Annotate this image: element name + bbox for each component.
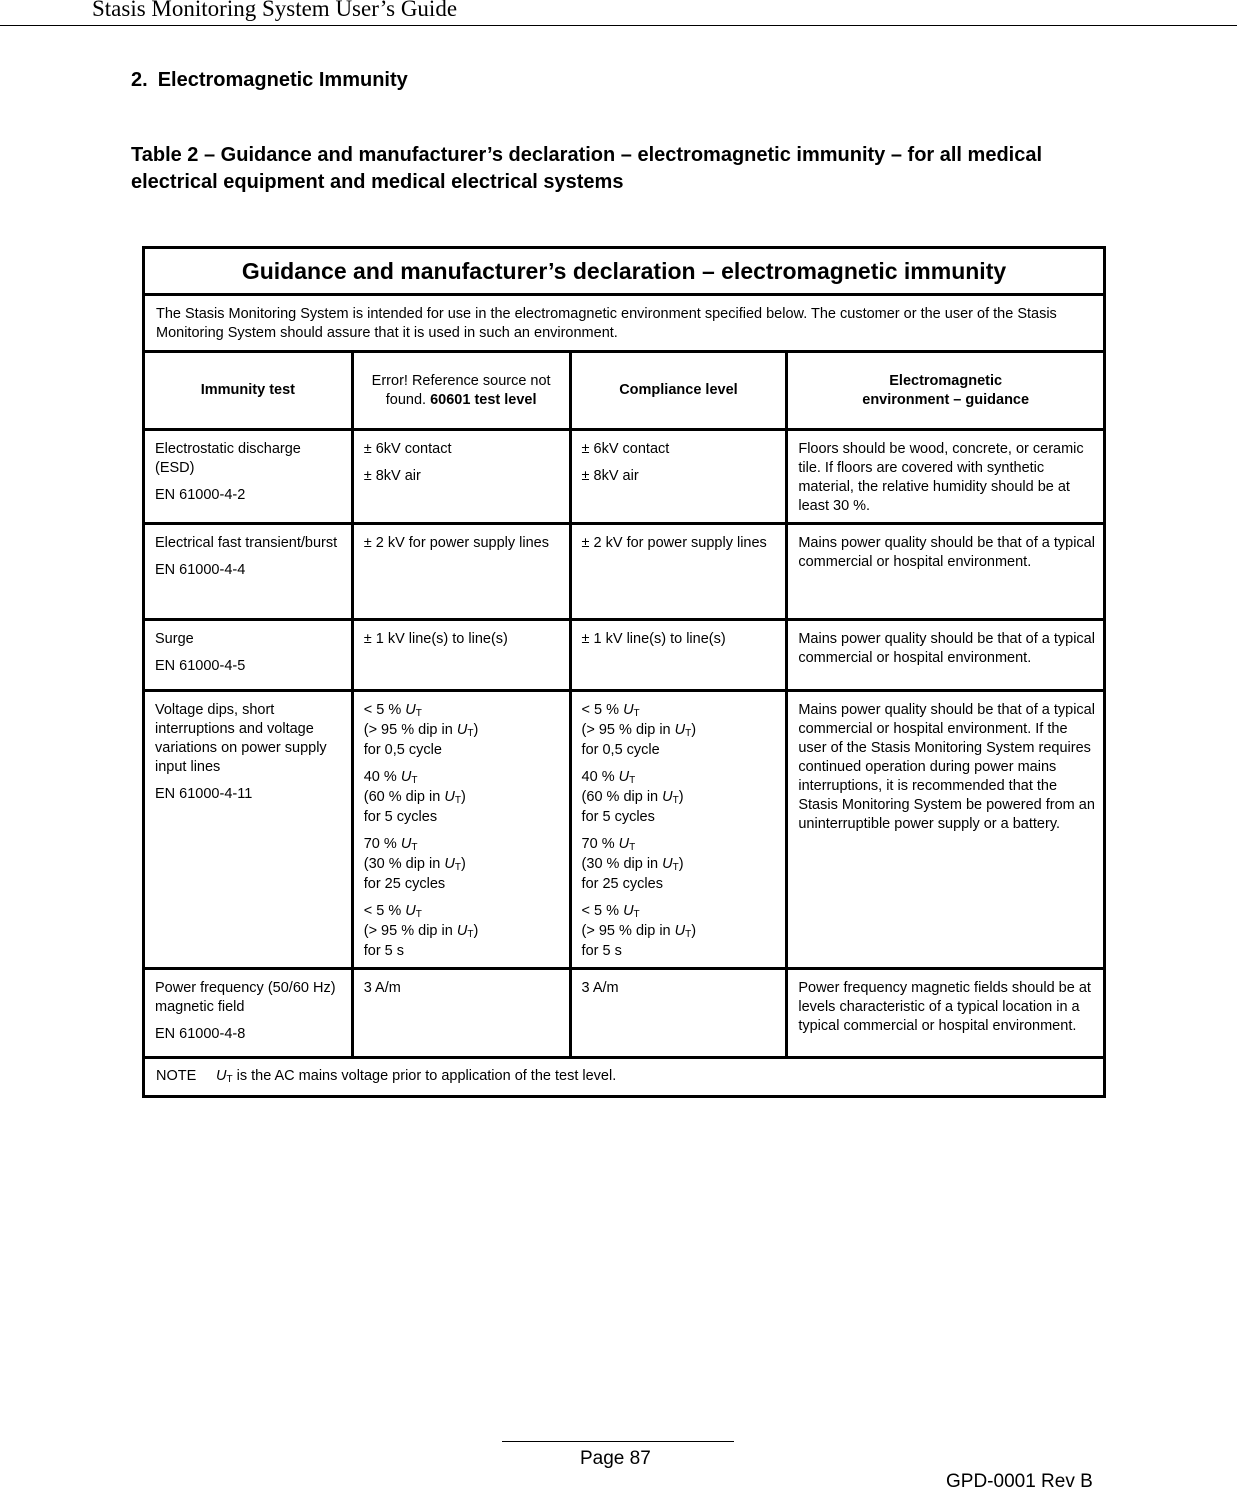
cell-level [352,620,570,691]
section-heading [131,69,408,92]
test-standard: EN 61000-4-5 [155,658,246,674]
table-note: NOTE $U_T$ is the AC mains voltage prior to application of the test level. [144,1058,1105,1097]
dip-group: 40 % $U_T$ (60 % dip in $U_T$) for 5 cycles [581,769,684,825]
section-number: 2. [131,69,148,91]
level-line: ± 2 kV for power supply lines [363,535,549,551]
cell-test [144,430,353,524]
compliance-line: ± 8kV air [581,468,639,484]
table-row [144,524,1105,620]
level-line: ± 8kV air [363,468,421,484]
header-test-level-bold: 60601 test level [430,391,537,408]
dip-group: 70 % $U_T$ (30 % dip in $U_T$) for 25 cycles [581,836,684,892]
cell-guidance: Mains power quality should be that of a typical commercial or hospital environment. [787,620,1105,691]
table-title: Guidance and manufacturer’s declaration – electromagnetic immunity [144,248,1105,295]
cell-guidance: Power frequency magnetic fields should be at levels characteristic of a typical location in a typical commercial or hospital environment. [787,969,1105,1058]
note-text: is the AC mains voltage prior to application of the test level. [236,1068,617,1084]
header-immunity-test: Immunity test [144,352,353,430]
immunity-table [142,246,1106,1098]
running-header: Stasis Monitoring System User’s Guide [92,0,458,21]
test-standard: EN 61000-4-8 [155,1026,246,1042]
cell-test [144,969,353,1058]
dip-group: < 5 % $U_T$ (> 95 % dip in $U_T$) for 0,5 cycle [363,702,479,758]
level-line: ± 1 kV line(s) to line(s) [363,631,508,647]
header-rule [0,25,1237,26]
note-label: NOTE [156,1068,197,1084]
cell-level [352,524,570,620]
cell-compliance [570,430,787,524]
section-title: Electromagnetic Immunity [157,69,408,91]
cell-level [352,969,570,1058]
cell-compliance [570,691,787,969]
table-row [144,620,1105,691]
footer-rule [502,1441,734,1442]
dip-group: 70 % $U_T$ (30 % dip in $U_T$) for 25 cycles [363,836,466,892]
compliance-line: ± 6kV contact [581,441,670,457]
level-line: ± 6kV contact [363,441,452,457]
dip-group: < 5 % $U_T$ (> 95 % dip in $U_T$) for 5 s [581,903,697,959]
cell-guidance: Mains power quality should be that of a typical commercial or hospital environment. [787,524,1105,620]
cell-level [352,430,570,524]
compliance-line: ± 1 kV line(s) to line(s) [581,631,726,647]
test-name: Power frequency (50/60 Hz) magnetic field [155,980,336,1015]
header-compliance-level: Compliance level [570,352,787,430]
table-row [144,691,1105,969]
table-row [144,430,1105,524]
test-name: Surge [155,631,194,647]
document-id: GPD-0001 Rev B [946,1471,1093,1492]
cell-compliance [570,969,787,1058]
table-row [144,969,1105,1058]
level-line: 3 A/m [363,980,401,996]
cell-compliance [570,620,787,691]
cell-test [144,620,353,691]
cell-test [144,691,353,969]
cell-test [144,524,353,620]
test-standard: EN 61000-4-11 [155,786,253,802]
cell-guidance: Mains power quality should be that of a typical commercial or hospital environment. If the user of the Stasis Monitoring System requires continued operation during power mains interruptions, it is recommended that the Stasis Monitoring System be powered from an uninterruptible power supply or a battery. [787,691,1105,969]
compliance-line: ± 2 kV for power supply lines [581,535,767,551]
cell-level [352,691,570,969]
dip-group: < 5 % $U_T$ (> 95 % dip in $U_T$) for 5 s [363,903,479,959]
test-name: Electrical fast transient/burst [155,535,338,551]
table-caption: Table 2 – Guidance and manufacturer’s declaration – electromagnetic immunity – for all medical electrical equipment and medical electrical systems [131,144,1043,193]
header-test-level-prefix: Error! Reference source not found. [371,372,551,408]
compliance-line: 3 A/m [581,980,619,996]
header-test-level [352,352,570,430]
header-environment [787,352,1105,430]
dip-group: 40 % $U_T$ (60 % dip in $U_T$) for 5 cycles [363,769,466,825]
page-number: Page 87 [580,1448,651,1469]
table-intro: The Stasis Monitoring System is intended for use in the electromagnetic environment specified below. The customer or the user of the Stasis Monitoring System should assure that it is used in such an environment. [144,295,1105,352]
test-standard: EN 61000-4-2 [155,487,246,503]
test-name: Electrostatic discharge (ESD) [155,441,301,476]
test-standard: EN 61000-4-4 [155,562,246,578]
test-name: Voltage dips, short interruptions and voltage variations on power supply input lines [155,702,327,775]
header-environment-text: Electromagnetic environment – guidance [862,372,1030,408]
cell-compliance [570,524,787,620]
dip-group: < 5 % $U_T$ (> 95 % dip in $U_T$) for 0,5 cycle [581,702,697,758]
table-header-row [144,352,1105,430]
cell-guidance: Floors should be wood, concrete, or ceramic tile. If floors are covered with synthetic material, the relative humidity should be at least 30 %. [787,430,1105,524]
